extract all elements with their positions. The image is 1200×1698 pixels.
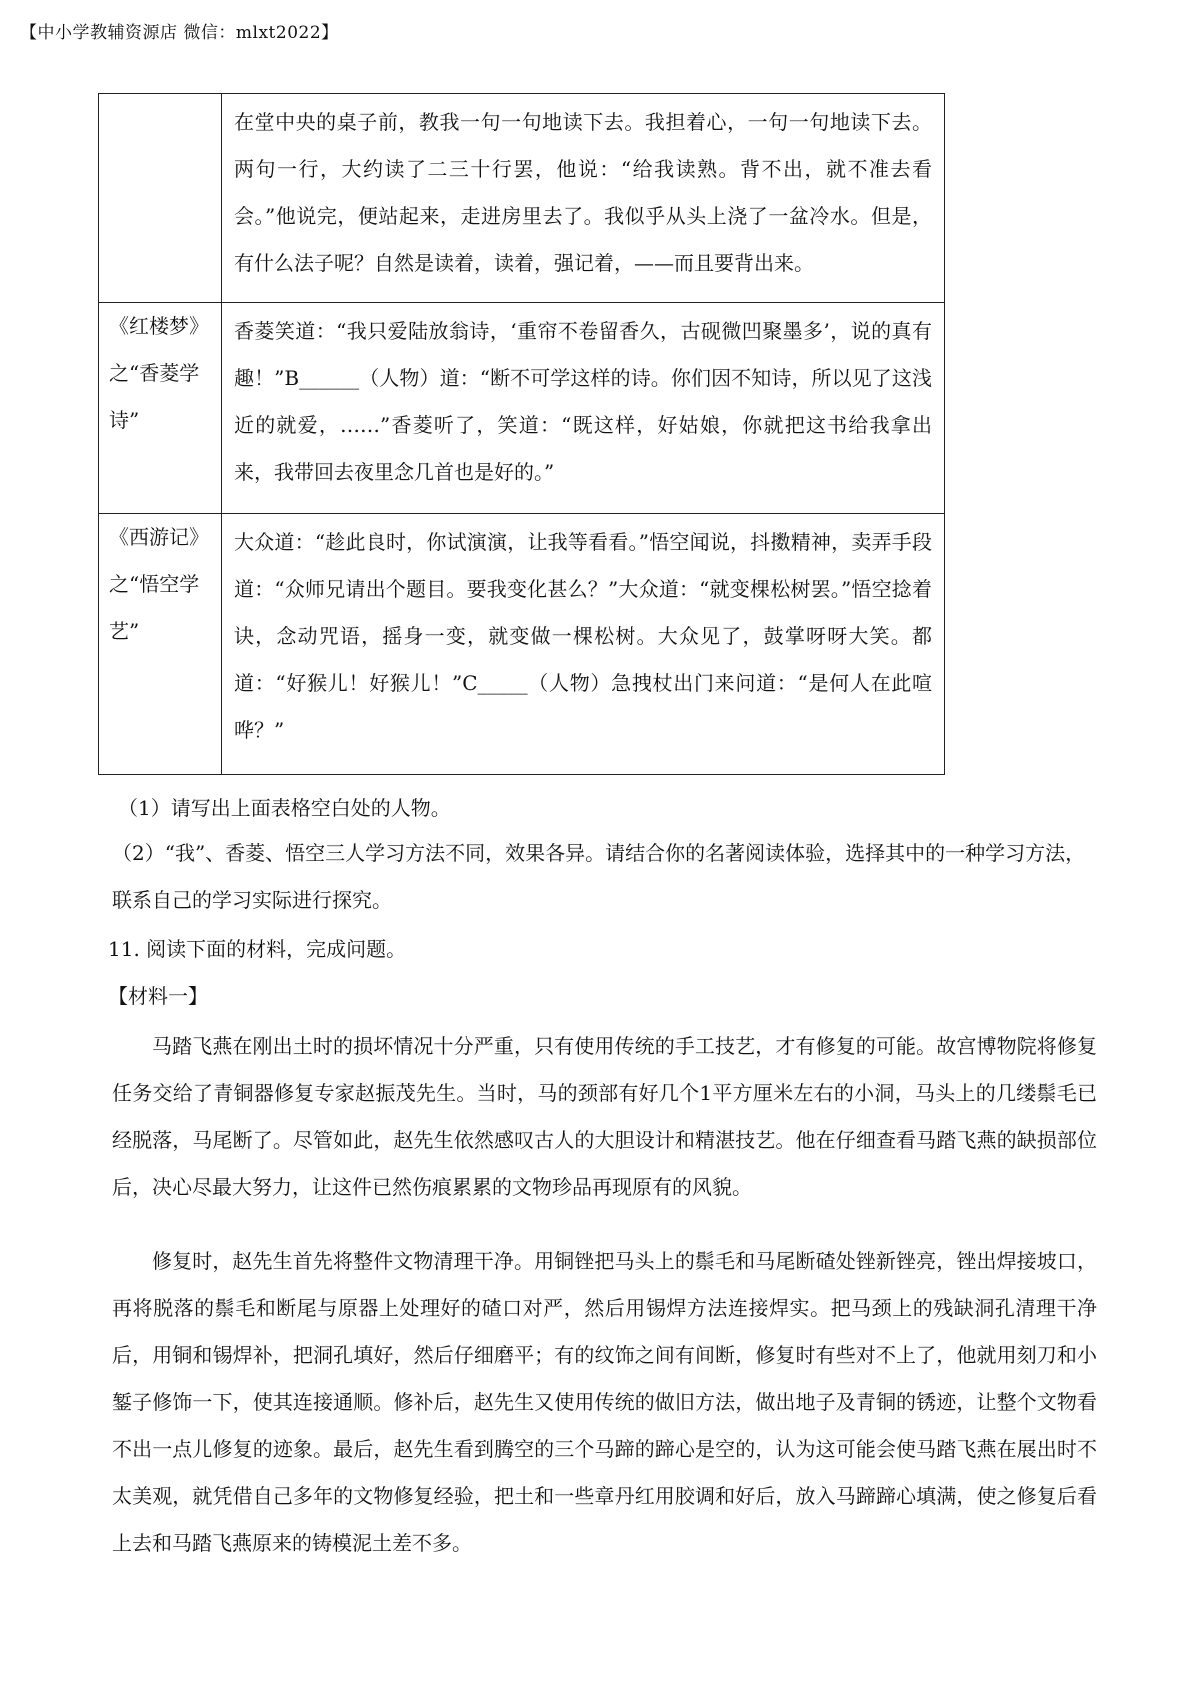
reading-table [98, 93, 945, 775]
excerpt-cell: 香菱笑道：“我只爱陆放翁诗，‘重帘不卷留香久，古砚微凹聚墨多’，说的真有趣！”B______（人物）道：“断不可学这样的诗。你们因不知诗，所以见了这浅近的就爱，……”香菱听了，笑道：“既这样，好姑娘，你就把这书给我拿出来，我带回去夜里念几首也是好的。” [222, 303, 945, 514]
source-cell [99, 94, 222, 303]
question-2: （2）“我”、香菱、悟空三人学习方法不同，效果各异。请结合你的名著阅读体验，选择其中的一种学习方法，联系自己的学习实际进行探究。 [112, 841, 1086, 912]
page-header: 【中小学教辅资源店 微信：mlxt2022】 [20, 23, 339, 43]
table-row [99, 303, 945, 514]
source-cell: 《西游记》之“悟空学艺” [99, 514, 222, 775]
material-label: 【材料一】 [108, 984, 208, 1008]
question-1: （1）请写出上面表格空白处的人物。 [118, 796, 451, 820]
excerpt-cell: 在堂中央的桌子前，教我一句一句地读下去。我担着心，一句一句地读下去。两句一行，大约读了二三十行罢，他说：“给我读熟。背不出，就不准去看会。”他说完，便站起来，走进房里去了。我似乎从头上浇了一盆冷水。但是，有什么法子呢？自然是读着，读着，强记着，——而且要背出来。 [222, 94, 945, 303]
source-cell: 《红楼梦》之“香菱学诗” [99, 303, 222, 514]
table-row [99, 514, 945, 775]
material-paragraph-1: 马踏飞燕在刚出土时的损坏情况十分严重，只有使用传统的手工技艺，才有修复的可能。故宫博物院将修复任务交给了青铜器修复专家赵振茂先生。当时，马的颈部有好几个1平方厘米左右的小洞，马头上的几缕鬃毛已经脱落，马尾断了。尽管如此，赵先生依然感叹古人的大胆设计和精湛技艺。他在仔细查看马踏飞燕的缺损部位后，决心尽最大努力，让这件已然伤痕累累的文物珍品再现原有的风貌。 [112, 1034, 1097, 1199]
material-paragraph-2: 修复时，赵先生首先将整件文物清理干净。用铜锉把马头上的鬃毛和马尾断碴处锉新锉亮，锉出焊接坡口，再将脱落的鬃毛和断尾与原器上处理好的碴口对严，然后用锡焊方法连接焊实。把马颈上的残缺洞孔清理干净后，用铜和锡焊补，把洞孔填好，然后仔细磨平；有的纹饰之间有间断，修复时有些对不上了，他就用刻刀和小錾子修饰一下，使其连接通顺。修补后，赵先生又使用传统的做旧方法，做出地子及青铜的锈迹，让整个文物看不出一点儿修复的迹象。最后，赵先生看到腾空的三个马蹄的蹄心是空的，认为这可能会使马踏飞燕在展出时不太美观，就凭借自己多年的文物修复经验，把土和一些章丹红用胶调和好后，放入马蹄蹄心填满，使之修复后看上去和马踏飞燕原来的铸模泥土差不多。 [112, 1249, 1097, 1555]
excerpt-cell: 大众道：“趁此良时，你试演演，让我等看看。”悟空闻说，抖擞精神，卖弄手段道：“众师兄请出个题目。要我变化甚么？”大众道：“就变棵松树罢。”悟空捻着诀，念动咒语，摇身一变，就变做一棵松树。大众见了，鼓掌呀呀大笑。都道：“好猴儿！好猴儿！”C_____（人物）急拽杖出门来问道：“是何人在此喧哗？” [222, 514, 945, 775]
table-row [99, 94, 945, 303]
question-11-title: 11. 阅读下面的材料，完成问题。 [108, 937, 407, 961]
